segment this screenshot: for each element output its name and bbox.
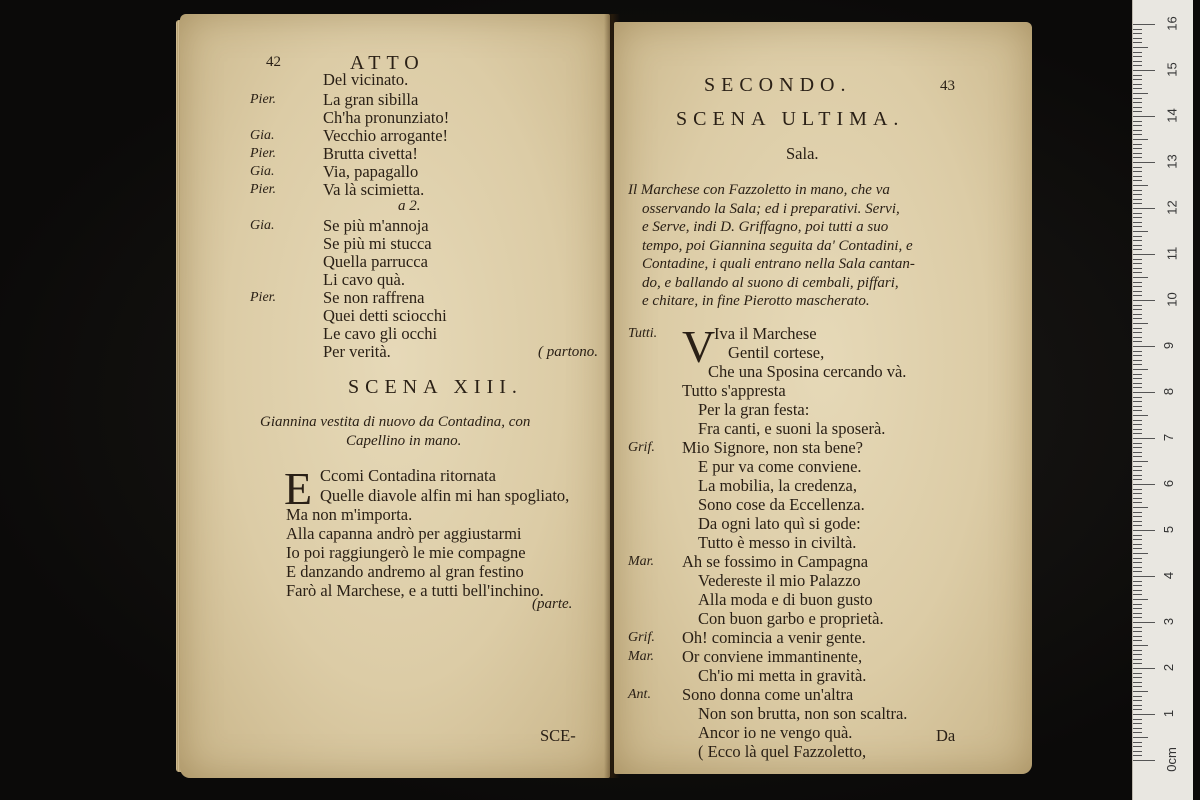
scene-setting: Sala. bbox=[786, 144, 819, 163]
ruler-tick bbox=[1133, 489, 1142, 490]
ruler-tick bbox=[1133, 456, 1142, 457]
verse-line: Con buon garbo e proprietà. bbox=[698, 609, 884, 628]
ruler-number: 8 bbox=[1161, 387, 1177, 396]
ruler-tick bbox=[1133, 199, 1142, 200]
verse-line: Ma non m'importa. bbox=[286, 505, 413, 524]
verse-line: Brutta civetta! bbox=[323, 144, 418, 163]
ruler-number: 4 bbox=[1161, 571, 1177, 580]
ruler-tick bbox=[1133, 355, 1142, 356]
ruler-tick bbox=[1133, 240, 1142, 241]
verse-line: Li cavo quà. bbox=[323, 270, 406, 289]
ruler-tick bbox=[1133, 387, 1142, 388]
ruler-tick bbox=[1133, 328, 1142, 329]
ruler-number: 11 bbox=[1164, 246, 1180, 261]
left-page-number: 42 bbox=[266, 54, 281, 70]
ruler-tick bbox=[1133, 581, 1142, 582]
ruler-tick bbox=[1133, 493, 1142, 494]
ruler-tick bbox=[1133, 737, 1148, 738]
ruler-tick bbox=[1133, 530, 1155, 531]
ruler-tick bbox=[1133, 364, 1142, 365]
stage-direction-line: osservando la Sala; ed i preparativi. Servi, bbox=[642, 200, 900, 217]
ruler-number: 10 bbox=[1164, 292, 1180, 307]
right-page bbox=[614, 22, 1032, 774]
drop-cap-v: V bbox=[682, 321, 716, 372]
exit-direction-2: (parte. bbox=[532, 596, 573, 612]
ruler-tick bbox=[1133, 447, 1142, 448]
verse-line: Farò al Marchese, e a tutti bell'inchino. bbox=[286, 581, 544, 600]
stage-direction-line: do, e ballando al suono di cembali, piffari, bbox=[642, 274, 899, 291]
ruler-number: 7 bbox=[1161, 433, 1177, 442]
ruler-tick bbox=[1133, 696, 1142, 697]
ruler-tick bbox=[1133, 429, 1142, 430]
ruler-tick bbox=[1133, 585, 1142, 586]
ruler-tick bbox=[1133, 420, 1142, 421]
verse-line: Or conviene immantinente, bbox=[682, 647, 863, 666]
ruler-tick bbox=[1133, 636, 1142, 637]
ruler-tick bbox=[1133, 682, 1142, 683]
ruler-tick bbox=[1133, 746, 1142, 747]
ruler-tick bbox=[1133, 691, 1148, 692]
ruler-tick bbox=[1133, 424, 1142, 425]
ruler-tick bbox=[1133, 640, 1142, 641]
ruler-tick bbox=[1133, 576, 1155, 577]
ruler-tick bbox=[1133, 599, 1148, 600]
ruler-tick bbox=[1133, 245, 1142, 246]
verse-line: Quelle diavole alfin mi han spogliato, bbox=[320, 486, 570, 505]
ruler-tick bbox=[1133, 470, 1142, 471]
ruler-unit-label: 0cm bbox=[1163, 747, 1179, 772]
ruler-tick bbox=[1133, 268, 1142, 269]
verse-line: Iva il Marchese bbox=[714, 324, 817, 343]
verse-line: Vedereste il mio Palazzo bbox=[698, 571, 861, 590]
ruler-tick bbox=[1133, 38, 1142, 39]
verse-line: Quella parrucca bbox=[323, 252, 428, 271]
exit-direction: ( partono. bbox=[538, 344, 598, 360]
verse-line: Gentil cortese, bbox=[728, 343, 825, 362]
ruler-number: 5 bbox=[1161, 525, 1177, 534]
ruler-tick bbox=[1133, 668, 1155, 669]
stage-direction-line: e Serve, indi D. Griffagno, poi tutti a suo bbox=[642, 219, 889, 235]
stage-direction-line: Giannina vestita di nuovo da Contadina, con bbox=[260, 414, 531, 430]
ruler-tick bbox=[1133, 544, 1142, 545]
ruler-tick bbox=[1133, 535, 1142, 536]
ruler-tick bbox=[1133, 369, 1148, 370]
left-page bbox=[180, 14, 610, 778]
left-running-head: ATTO bbox=[350, 52, 425, 74]
stage-direction-line: Contadine, i quali entrano nella Sala cantan- bbox=[642, 256, 915, 272]
verse-line: Io poi raggiungerò le mie compagne bbox=[286, 543, 526, 562]
verse-line: Se più m'annoja bbox=[323, 216, 429, 235]
ruler-tick bbox=[1133, 323, 1148, 324]
ruler-tick bbox=[1133, 231, 1148, 232]
ruler-tick bbox=[1133, 111, 1142, 112]
ruler-tick bbox=[1133, 677, 1142, 678]
ruler-tick bbox=[1133, 259, 1142, 260]
speaker-label: Pier. bbox=[250, 92, 277, 107]
verse-line: Sono cose da Eccellenza. bbox=[698, 495, 865, 514]
ruler-tick bbox=[1133, 406, 1142, 407]
speaker-label: Ant. bbox=[628, 687, 651, 702]
verse-line: E pur va come conviene. bbox=[698, 457, 862, 476]
speaker-label: Gia. bbox=[250, 128, 275, 143]
ruler-tick bbox=[1133, 728, 1142, 729]
ruler-tick bbox=[1133, 604, 1142, 605]
ruler-number: 3 bbox=[1161, 617, 1177, 626]
ruler-tick bbox=[1133, 594, 1142, 595]
ruler-tick bbox=[1133, 516, 1142, 517]
ruler-tick bbox=[1133, 185, 1148, 186]
ruler-tick bbox=[1133, 42, 1142, 43]
ruler-tick bbox=[1133, 742, 1142, 743]
ruler-tick bbox=[1133, 673, 1142, 674]
ruler-tick bbox=[1133, 208, 1155, 209]
ruler-tick bbox=[1133, 719, 1142, 720]
ruler-tick bbox=[1133, 75, 1142, 76]
ruler-tick bbox=[1133, 295, 1142, 296]
ruler-tick bbox=[1133, 443, 1142, 444]
verse-line: Sono donna come un'altra bbox=[682, 685, 854, 704]
ruler-tick bbox=[1133, 98, 1142, 99]
ruler-tick bbox=[1133, 153, 1142, 154]
ruler-tick bbox=[1133, 176, 1142, 177]
ruler-tick bbox=[1133, 479, 1142, 480]
ruler-tick bbox=[1133, 24, 1155, 25]
ruler-tick bbox=[1133, 512, 1142, 513]
ruler-number: 9 bbox=[1161, 341, 1177, 350]
ruler-tick bbox=[1133, 650, 1142, 651]
stage-direction-line: Capellino in mano. bbox=[346, 433, 462, 449]
ruler-number: 15 bbox=[1164, 62, 1180, 77]
verse-line: Vecchio arrogante! bbox=[323, 126, 449, 145]
ruler-tick bbox=[1133, 337, 1142, 338]
ruler-tick bbox=[1133, 125, 1142, 126]
ruler-tick bbox=[1133, 332, 1142, 333]
scene-title-xiii: SCENA XIII. bbox=[348, 376, 523, 398]
stage-direction-line: Il Marchese con Fazzoletto in mano, che va bbox=[628, 182, 890, 198]
verse-line: Via, papagallo bbox=[323, 162, 419, 181]
catchword-right: Da bbox=[936, 726, 956, 745]
speaker-label: Pier. bbox=[250, 182, 277, 197]
ruler-tick bbox=[1133, 383, 1142, 384]
right-page-number: 43 bbox=[940, 78, 955, 94]
stage-direction-line: tempo, poi Giannina seguita da' Contadini, e bbox=[642, 237, 913, 254]
ruler-tick bbox=[1133, 401, 1142, 402]
verse-line: E danzando andremo al gran festino bbox=[286, 562, 524, 581]
ruler-tick bbox=[1133, 61, 1142, 62]
verse-line: ( Ecco là quel Fazzoletto, bbox=[698, 742, 867, 761]
ruler-tick bbox=[1133, 525, 1142, 526]
ruler-tick bbox=[1133, 590, 1142, 591]
ruler-tick bbox=[1133, 222, 1142, 223]
verse-line: Oh! comincia a venir gente. bbox=[682, 628, 866, 647]
ruler-tick bbox=[1133, 553, 1148, 554]
verse-line: Non son brutta, non son scaltra. bbox=[698, 704, 908, 723]
ruler-tick bbox=[1133, 139, 1148, 140]
ruler-tick bbox=[1133, 341, 1142, 342]
ruler-tick bbox=[1133, 47, 1148, 48]
ruler-tick bbox=[1133, 461, 1148, 462]
ruler-tick bbox=[1133, 107, 1142, 108]
ruler-tick bbox=[1133, 194, 1142, 195]
ruler-tick bbox=[1133, 300, 1155, 301]
ruler-tick bbox=[1133, 627, 1142, 628]
ruler-number: 14 bbox=[1164, 108, 1180, 123]
ruler-tick bbox=[1133, 410, 1142, 411]
ruler-tick bbox=[1133, 29, 1142, 30]
speaker-label: Gia. bbox=[250, 164, 275, 179]
verse-line: Alla moda e di buon gusto bbox=[698, 590, 873, 609]
ruler-tick bbox=[1133, 93, 1148, 94]
ruler-tick bbox=[1133, 392, 1155, 393]
ruler-tick bbox=[1133, 622, 1155, 623]
verse-line: Per verità. bbox=[323, 342, 391, 361]
ruler-tick bbox=[1133, 433, 1142, 434]
verse-line: Quei detti sciocchi bbox=[323, 306, 447, 325]
stage-direction-line: e chitare, in fine Pierotto mascherato. bbox=[642, 293, 870, 309]
ruler-tick bbox=[1133, 755, 1142, 756]
ruler-tick bbox=[1133, 507, 1148, 508]
ruler-tick bbox=[1133, 686, 1142, 687]
ruler-tick bbox=[1133, 309, 1142, 310]
ruler-tick bbox=[1133, 203, 1142, 204]
ruler-tick bbox=[1133, 65, 1142, 66]
ruler-tick bbox=[1133, 498, 1142, 499]
catchword: SCE- bbox=[540, 726, 576, 745]
ruler-number: 1 bbox=[1161, 709, 1177, 718]
verse-line: Va là scimietta. bbox=[323, 180, 425, 199]
ruler-tick bbox=[1133, 466, 1142, 467]
speaker-label: Grif. bbox=[628, 440, 655, 455]
ruler-tick bbox=[1133, 723, 1142, 724]
ruler-tick bbox=[1133, 121, 1142, 122]
speaker-label: Grif. bbox=[628, 630, 655, 645]
verse-line: Ah se fossimo in Campagna bbox=[682, 552, 869, 571]
ruler-tick bbox=[1133, 249, 1142, 250]
ruler-tick bbox=[1133, 631, 1142, 632]
ruler-tick bbox=[1133, 700, 1142, 701]
ruler-tick bbox=[1133, 263, 1142, 264]
verse-line: Mio Signore, non sta bene? bbox=[682, 438, 864, 457]
ruler-tick bbox=[1133, 521, 1142, 522]
ruler-tick bbox=[1133, 539, 1142, 540]
ruler-tick bbox=[1133, 217, 1142, 218]
speaker-label: Mar. bbox=[628, 554, 655, 569]
ruler-tick bbox=[1133, 314, 1142, 315]
ruler-tick bbox=[1133, 282, 1142, 283]
ruler-tick bbox=[1133, 714, 1155, 715]
ruler-number: 16 bbox=[1164, 16, 1180, 31]
ruler-tick bbox=[1133, 374, 1142, 375]
ruler-tick bbox=[1133, 144, 1142, 145]
ruler-tick bbox=[1133, 226, 1142, 227]
scene-title-ultima: SCENA ULTIMA. bbox=[676, 108, 905, 130]
ruler-tick bbox=[1133, 254, 1155, 255]
ruler-tick bbox=[1133, 475, 1142, 476]
ruler-tick bbox=[1133, 305, 1142, 306]
ruler-tick bbox=[1133, 397, 1142, 398]
ruler-tick bbox=[1133, 157, 1142, 158]
ruler-tick bbox=[1133, 130, 1142, 131]
speaker-label: Pier. bbox=[250, 146, 277, 161]
ruler-tick bbox=[1133, 70, 1155, 71]
verse-line: La gran sibilla bbox=[323, 90, 419, 109]
ruler-tick bbox=[1133, 663, 1142, 664]
verse-line: La mobilia, la credenza, bbox=[698, 476, 857, 495]
ruler-tick bbox=[1133, 318, 1142, 319]
ruler-tick bbox=[1133, 617, 1142, 618]
ruler-tick bbox=[1133, 84, 1142, 85]
right-running-head: SECONDO. bbox=[704, 74, 852, 96]
ruler-tick bbox=[1133, 88, 1142, 89]
speaker-label: Tutti. bbox=[628, 326, 658, 341]
measuring-ruler bbox=[1132, 0, 1193, 800]
ruler-tick bbox=[1133, 180, 1142, 181]
ruler-tick bbox=[1133, 659, 1142, 660]
ruler-tick bbox=[1133, 484, 1155, 485]
ruler-tick bbox=[1133, 709, 1142, 710]
verse-line: Ancor io ne vengo quà. bbox=[698, 723, 853, 742]
ruler-tick bbox=[1133, 116, 1155, 117]
ruler-tick bbox=[1133, 378, 1142, 379]
ruler-tick bbox=[1133, 171, 1142, 172]
verse-line: Per la gran festa: bbox=[698, 400, 810, 419]
ruler-tick bbox=[1133, 562, 1142, 563]
ruler-tick bbox=[1133, 52, 1142, 53]
ruler-tick bbox=[1133, 236, 1142, 237]
verse-line: Che una Sposina cercando và. bbox=[708, 362, 907, 381]
verse-line: Ch'io mi metta in gravità. bbox=[698, 666, 867, 685]
ruler-tick bbox=[1133, 751, 1142, 752]
ruler-tick bbox=[1133, 705, 1142, 706]
ruler-tick bbox=[1133, 33, 1142, 34]
ruler-tick bbox=[1133, 654, 1142, 655]
ruler-tick bbox=[1133, 567, 1142, 568]
ruler-tick bbox=[1133, 558, 1142, 559]
ruler-tick bbox=[1133, 571, 1142, 572]
ruler-tick bbox=[1133, 190, 1142, 191]
ruler-tick bbox=[1133, 608, 1142, 609]
ruler-tick bbox=[1133, 452, 1142, 453]
ruler-tick bbox=[1133, 134, 1142, 135]
ruler-tick bbox=[1133, 760, 1155, 761]
drop-cap: E bbox=[284, 463, 313, 514]
verse-line: a 2. bbox=[398, 198, 421, 214]
ruler-tick bbox=[1133, 167, 1142, 168]
speaker-label: Pier. bbox=[250, 290, 277, 305]
verse-line: Se più mi stucca bbox=[323, 234, 432, 253]
ruler-number: 2 bbox=[1161, 663, 1177, 672]
verse-line: Tutto è messo in civiltà. bbox=[698, 533, 857, 552]
verse-line: Da ogni lato quì si gode: bbox=[698, 514, 861, 533]
ruler-tick bbox=[1133, 732, 1142, 733]
ruler-tick bbox=[1133, 502, 1142, 503]
ruler-tick bbox=[1133, 56, 1142, 57]
ruler-tick bbox=[1133, 272, 1142, 273]
ruler-tick bbox=[1133, 148, 1142, 149]
verse-line: Tutto s'appresta bbox=[682, 381, 786, 400]
ruler-tick bbox=[1133, 102, 1142, 103]
verse-line: Alla capanna andrò per aggiustarmi bbox=[286, 524, 522, 543]
verse-line: Ch'ha pronunziato! bbox=[323, 108, 450, 127]
speaker-label: Mar. bbox=[628, 649, 655, 664]
verse-line: Se non raffrena bbox=[323, 288, 425, 307]
verse-line: Ccomi Contadina ritornata bbox=[320, 466, 496, 485]
verse-line: Le cavo gli occhi bbox=[323, 324, 438, 343]
ruler-tick bbox=[1133, 79, 1142, 80]
ruler-tick bbox=[1133, 277, 1148, 278]
ruler-tick bbox=[1133, 548, 1142, 549]
ruler-tick bbox=[1133, 415, 1148, 416]
ruler-number: 13 bbox=[1164, 154, 1180, 169]
ruler-tick bbox=[1133, 213, 1142, 214]
ruler-tick bbox=[1133, 291, 1142, 292]
ruler-number: 12 bbox=[1164, 200, 1180, 215]
verse-line: Fra canti, e suoni la sposerà. bbox=[698, 419, 886, 438]
ruler-tick bbox=[1133, 613, 1142, 614]
ruler-tick bbox=[1133, 162, 1155, 163]
ruler-tick bbox=[1133, 286, 1142, 287]
ruler-tick bbox=[1133, 438, 1155, 439]
ruler-tick bbox=[1133, 360, 1142, 361]
ruler-number: 6 bbox=[1161, 479, 1177, 488]
verse-line: Del vicinato. bbox=[323, 70, 409, 89]
ruler-tick bbox=[1133, 351, 1142, 352]
ruler-tick bbox=[1133, 645, 1148, 646]
ruler-tick bbox=[1133, 346, 1155, 347]
speaker-label: Gia. bbox=[250, 218, 275, 233]
